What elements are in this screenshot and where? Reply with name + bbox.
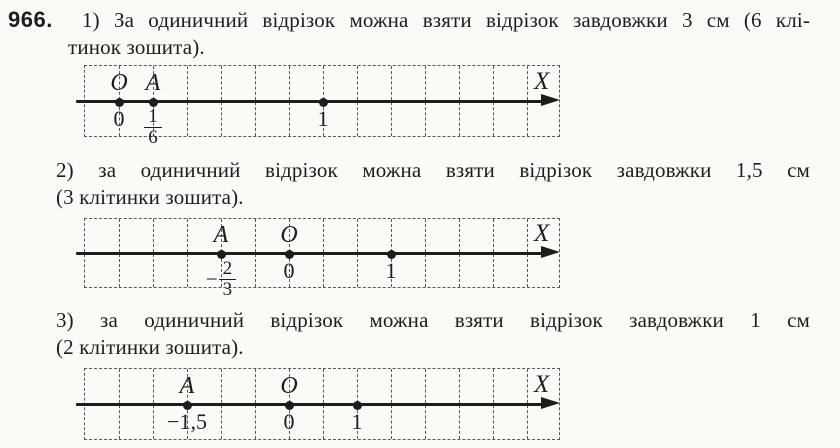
point-label-below: 0 bbox=[283, 409, 295, 434]
axis-arrow-icon bbox=[541, 397, 560, 409]
part3-text-line2: (2 клітинки зошита). bbox=[56, 335, 244, 359]
number-line-figure-3 bbox=[84, 368, 560, 440]
point-label-below: 1 bbox=[385, 258, 397, 283]
fraction-label bbox=[121, 107, 185, 148]
part1-text-line2: тинок зошита). bbox=[68, 35, 205, 59]
point-label-above: A bbox=[213, 222, 229, 248]
part2-text-line2: (3 клітинки зошита). bbox=[56, 185, 244, 209]
point-label-below: 1 bbox=[351, 409, 363, 434]
fraction-stack bbox=[219, 259, 237, 300]
point-label-above: O bbox=[280, 373, 298, 399]
axis-arrow-icon bbox=[541, 94, 560, 106]
number-line-figure-1 bbox=[84, 65, 560, 148]
axis-line bbox=[76, 100, 545, 103]
point-label-below: 0 bbox=[113, 106, 125, 131]
part1-text-line1: 1) За одиничний відрізок можна взяти відрізок завдовжки 3 см (6 клі- bbox=[82, 8, 810, 32]
part3-text-line1: 3) за одиничний відрізок можна взяти відрізок завдовжки 1 см bbox=[56, 308, 810, 332]
fraction-stack bbox=[144, 107, 162, 148]
fraction-numerator: 1 bbox=[144, 107, 162, 128]
point-label-above: A bbox=[145, 70, 161, 96]
axis-label-x: X bbox=[534, 371, 550, 398]
axis-line bbox=[76, 252, 545, 255]
fraction-denominator: 6 bbox=[148, 126, 158, 148]
axis-label-x: X bbox=[534, 68, 550, 95]
fraction-minus-sign: − bbox=[205, 266, 218, 291]
axis-line bbox=[76, 403, 545, 406]
point-label-above: O bbox=[110, 70, 128, 96]
number-line-figure-2 bbox=[84, 218, 560, 300]
fraction-denominator: 3 bbox=[222, 278, 233, 300]
problem-number: 966. bbox=[8, 7, 53, 32]
point-label-below: 0 bbox=[283, 258, 295, 283]
axis-label-x: X bbox=[534, 220, 550, 247]
point-label-below: 1 bbox=[317, 106, 329, 131]
fraction-numerator: 2 bbox=[219, 259, 237, 280]
part2-text-line1: 2) за одиничний відрізок можна взяти відрізок завдовжки 1,5 см bbox=[56, 158, 810, 182]
axis-arrow-icon bbox=[541, 246, 560, 258]
point-label-above: A bbox=[179, 373, 195, 399]
point-label-below: −1,5 bbox=[167, 409, 207, 434]
fraction-label bbox=[189, 259, 253, 300]
point-label-above: O bbox=[280, 222, 298, 248]
